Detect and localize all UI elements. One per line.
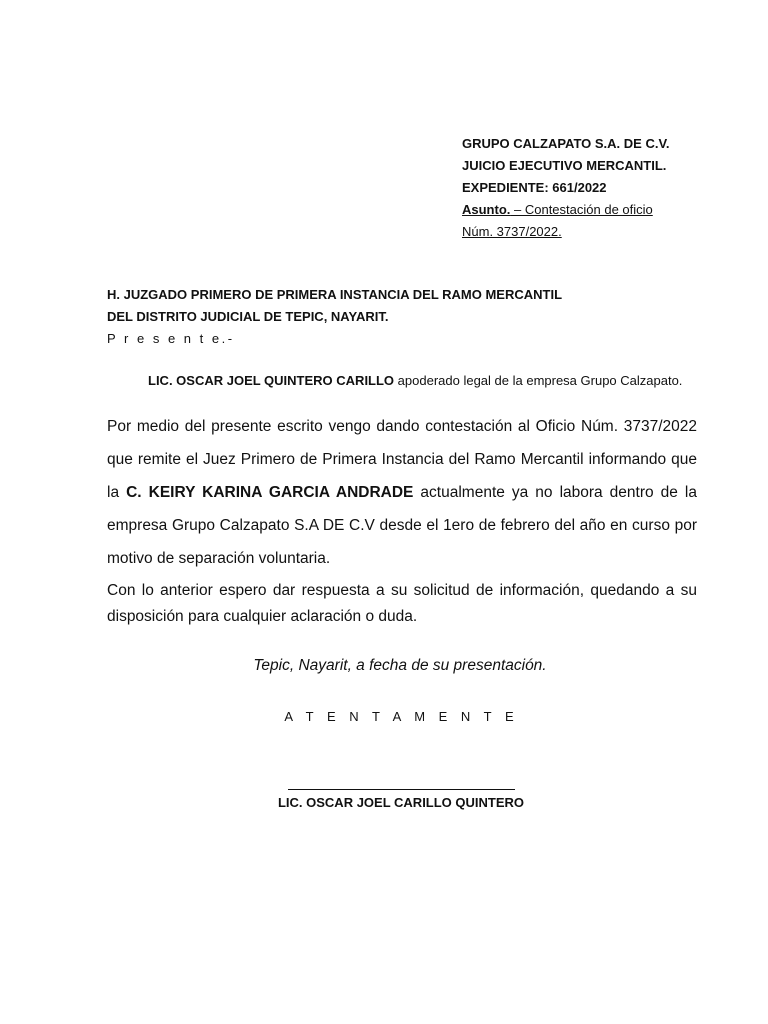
body-p1-part2: actualmente ya no labora dentro de la empresa Grupo Calzapato S.A DE C.V desde el 1ero de febrero del año en curso por motivo de separación voluntaria.	[107, 484, 697, 567]
subject-line	[462, 199, 670, 221]
court-name: H. JUZGADO PRIMERO DE PRIMERA INSTANCIA DEL RAMO MERCANTIL	[107, 287, 563, 302]
file-number: EXPEDIENTE: 661/2022	[462, 180, 607, 195]
intro-name: LIC. OSCAR JOEL QUINTERO CARILLO	[148, 373, 395, 388]
subject-text: – Contestación de oficio	[510, 202, 653, 217]
signer-name: LIC. OSCAR JOEL CARILLO QUINTERO	[277, 795, 525, 810]
presente-greeting: P r e s e n t e.-	[107, 331, 235, 346]
intro-text: apoderado legal de la empresa Grupo Calzapato.	[394, 373, 683, 388]
date-place-line: Tepic, Nayarit, a fecha de su presentación.	[253, 657, 547, 674]
employee-name: C. KEIRY KARINA GARCIA ANDRADE	[126, 484, 414, 501]
body-p1-part1: Por medio del presente escrito vengo dando contestación al Oficio Núm. 3737/2022 que remite el Juez Primero de Primera Instancia del Ramo Mercantil informando que la	[107, 418, 697, 501]
intro-line	[148, 371, 682, 391]
case-header	[462, 133, 670, 243]
signature-line	[288, 789, 515, 790]
body-paragraph-1	[107, 410, 697, 575]
subject-line-2: Núm. 3737/2022.	[462, 224, 562, 239]
company-name: GRUPO CALZAPATO S.A. DE C.V.	[462, 136, 670, 151]
salutation: A T E N T A M E N T E	[284, 709, 519, 724]
court-district: DEL DISTRITO JUDICIAL DE TEPIC, NAYARIT.	[107, 309, 389, 324]
addressee-block	[107, 284, 562, 350]
body-text	[107, 410, 697, 630]
case-type: JUICIO EJECUTIVO MERCANTIL.	[462, 158, 667, 173]
body-paragraph-2: Con lo anterior espero dar respuesta a su solicitud de información, quedando a su disposición para cualquier aclaración o duda.	[107, 582, 697, 625]
subject-label: Asunto.	[462, 202, 511, 217]
